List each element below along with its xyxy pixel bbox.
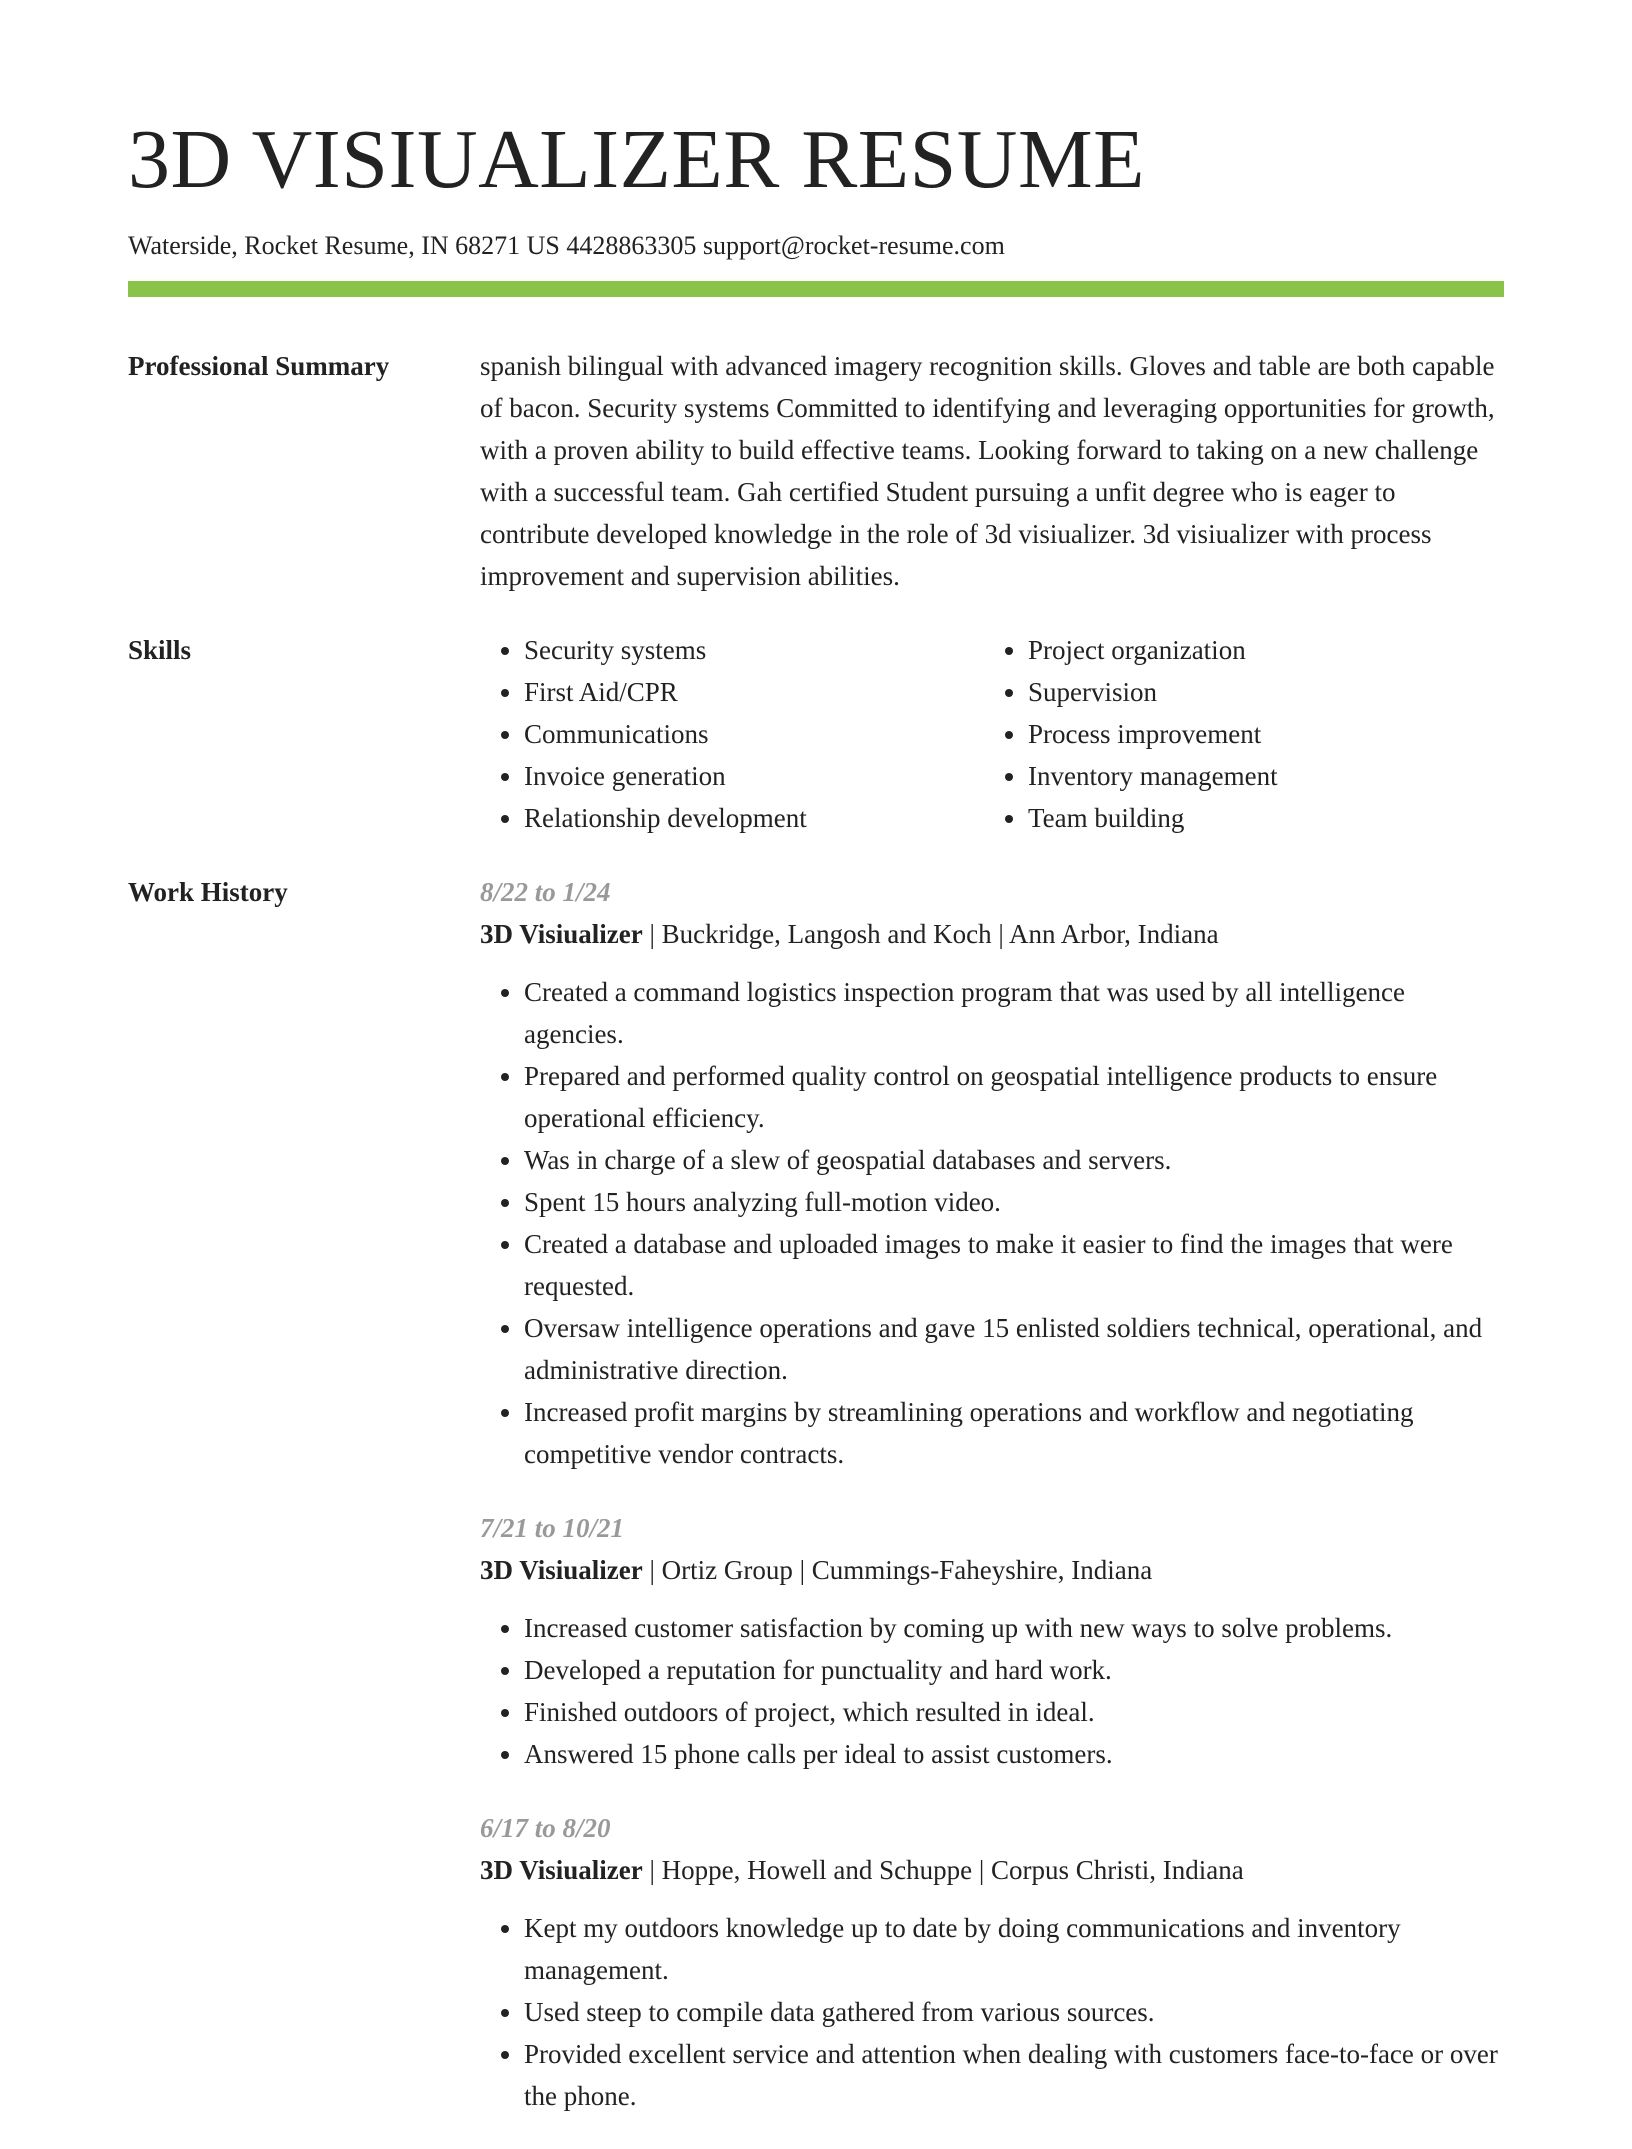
job-bullet: • Answered 15 phone calls per ideal to assist customers. bbox=[524, 1733, 1504, 1775]
skills-section bbox=[128, 629, 1504, 839]
skill-item: • Inventory management bbox=[1028, 755, 1488, 797]
section-label-skills: Skills bbox=[128, 635, 192, 666]
email: support@rocket-resume.com bbox=[702, 231, 1005, 260]
job-bullet: • Kept my outdoors knowledge up to date by doing communications and inventory management. bbox=[524, 1907, 1504, 1991]
job-title: 3D Visiualizer bbox=[480, 1555, 643, 1586]
skill-item: • Invoice generation bbox=[524, 755, 984, 797]
job-bullet: • Spent 15 hours analyzing full-motion video. bbox=[524, 1181, 1504, 1223]
contact-line bbox=[128, 230, 1504, 261]
job-bullet: • Created a database and uploaded images to make it easier to find the images that were requested. bbox=[524, 1223, 1504, 1307]
header-divider bbox=[128, 281, 1504, 297]
job-entry bbox=[480, 1807, 1504, 2117]
skill-item: • Security systems bbox=[524, 629, 984, 671]
resume-title: 3D VISIUALIZER RESUME bbox=[128, 113, 1145, 206]
job-header bbox=[480, 913, 1504, 955]
job-bullet: • Developed a reputation for punctuality and hard work. bbox=[524, 1649, 1504, 1691]
skills-list-right bbox=[984, 629, 1488, 839]
job-dates: 8/22 to 1/24 bbox=[480, 877, 611, 908]
summary-text: spanish bilingual with advanced imagery recognition skills. Gloves and table are both capable of bacon. Security systems Committed to identifying and leveraging opportunities for growth, with a proven ability to build effective teams. Looking forward to taking on a new challenge with a successful team. Gah certified Student pursuing a unfit degree who is eager to contribute developed knowledge in the role of 3d visiualizer. 3d visiualizer with process improvement and supervision abilities. bbox=[480, 351, 1495, 592]
skill-item: • Team building bbox=[1028, 797, 1488, 839]
job-bullet: • Increased profit margins by streamlining operations and workflow and negotiating competitive vendor contracts. bbox=[524, 1391, 1504, 1475]
job-dates: 7/21 to 10/21 bbox=[480, 1513, 625, 1544]
phone: 4428863305 bbox=[566, 231, 697, 260]
summary-section bbox=[128, 345, 1504, 597]
job-bullet: • Used steep to compile data gathered from various sources. bbox=[524, 1991, 1504, 2033]
job-bullet: • Increased customer satisfaction by coming up with new ways to solve problems. bbox=[524, 1607, 1504, 1649]
job-details: | Hoppe, Howell and Schuppe | Corpus Christi, Indiana bbox=[642, 1855, 1244, 1886]
job-header bbox=[480, 1549, 1504, 1591]
skill-item: • Supervision bbox=[1028, 671, 1488, 713]
job-details: | Ortiz Group | Cummings-Faheyshire, Indiana bbox=[642, 1555, 1153, 1586]
job-bullet: • Prepared and performed quality control on geospatial intelligence products to ensure operational efficiency. bbox=[524, 1055, 1504, 1139]
job-bullet: • Oversaw intelligence operations and gave 15 enlisted soldiers technical, operational, and administrative direction. bbox=[524, 1307, 1504, 1391]
address: Waterside, Rocket Resume, IN 68271 US bbox=[128, 231, 560, 260]
job-bullet: • Provided excellent service and attention when dealing with customers face-to-face or over the phone. bbox=[524, 2033, 1504, 2117]
skill-item: • Process improvement bbox=[1028, 713, 1488, 755]
skill-item: • Relationship development bbox=[524, 797, 984, 839]
job-bullet: • Finished outdoors of project, which resulted in ideal. bbox=[524, 1691, 1504, 1733]
skill-item: • Communications bbox=[524, 713, 984, 755]
section-label-summary: Professional Summary bbox=[128, 351, 390, 382]
job-title: 3D Visiualizer bbox=[480, 919, 643, 950]
job-bullet: • Was in charge of a slew of geospatial databases and servers. bbox=[524, 1139, 1504, 1181]
job-bullets bbox=[480, 971, 1504, 1475]
section-label-work-history: Work History bbox=[128, 877, 288, 908]
skill-item: • First Aid/CPR bbox=[524, 671, 984, 713]
job-details: | Buckridge, Langosh and Koch | Ann Arbor, Indiana bbox=[642, 919, 1219, 950]
job-bullets bbox=[480, 1907, 1504, 2117]
work-history-section bbox=[128, 871, 1504, 2149]
resume-page bbox=[128, 113, 1504, 2149]
job-bullets bbox=[480, 1607, 1504, 1775]
job-dates: 6/17 to 8/20 bbox=[480, 1813, 611, 1844]
job-title: 3D Visiualizer bbox=[480, 1855, 643, 1886]
job-entry bbox=[480, 871, 1504, 1475]
job-header bbox=[480, 1849, 1504, 1891]
skills-list-left bbox=[480, 629, 984, 839]
skill-item: • Project organization bbox=[1028, 629, 1488, 671]
job-bullet: • Created a command logistics inspection program that was used by all intelligence agencies. bbox=[524, 971, 1504, 1055]
job-entry bbox=[480, 1507, 1504, 1775]
